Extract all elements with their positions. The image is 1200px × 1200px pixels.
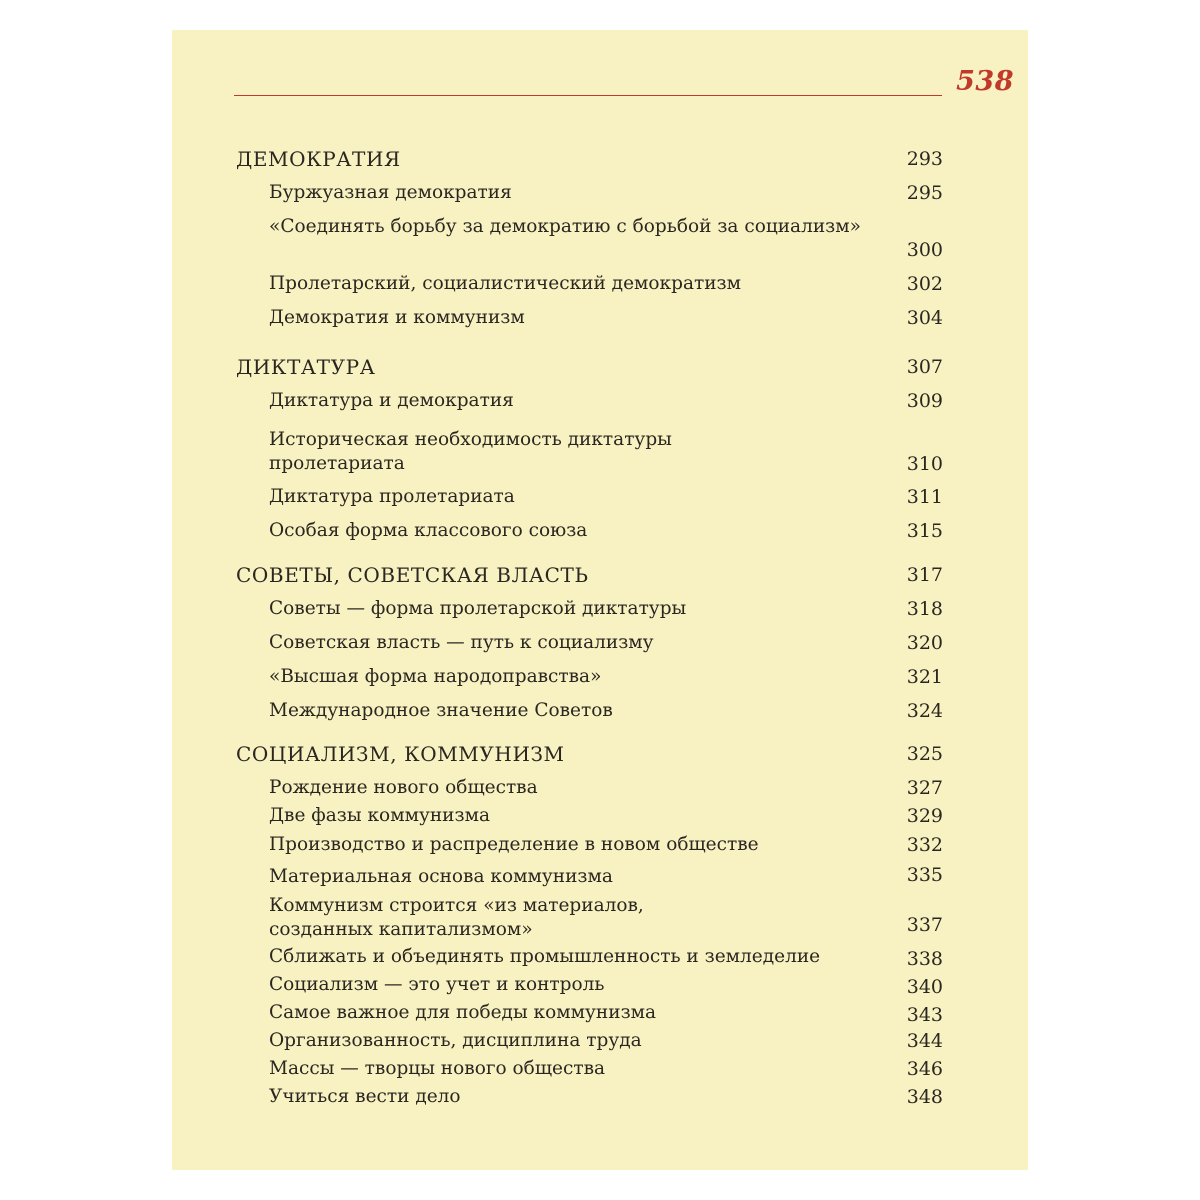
toc-entry: Массы — творцы нового общества [269,1058,606,1079]
section-page: 317 [906,564,943,586]
section-page: 325 [906,743,943,765]
toc-entry: Сближать и объединять промышленность и земледелие [269,946,821,967]
toc-entry-page: 318 [906,598,943,620]
toc-entry: Пролетарский, социалистический демократизм [269,273,742,294]
toc-entry-page: 327 [906,777,943,799]
toc-entry-page: 332 [906,834,943,856]
section-title-democracy: ДЕМОКРАТИЯ [236,147,401,171]
toc-entry: Самое важное для победы коммунизма [269,1002,657,1023]
toc-entry-page: 338 [906,948,943,970]
toc-entry-page: 335 [906,864,943,886]
toc-entry: Коммунизм строится «из материалов, созданных капитализмом» [269,895,644,940]
section-title-dictatorship: ДИКТАТУРА [236,355,376,379]
toc-entry: Социализм — это учет и контроль [269,974,605,995]
toc-entry-page: 304 [906,307,943,329]
section-page: 293 [906,148,943,170]
page-number: 538 [956,66,1014,97]
toc-entry: Особая форма классового союза [269,520,588,541]
toc-entry: Историческая необходимость диктатуры пролетариата [269,429,672,474]
toc-entry-page: 321 [906,666,943,688]
toc-entry: «Соединять борьбу за демократию с борьбой за социализм» [269,216,861,237]
toc-entry-page: 329 [906,805,943,827]
toc-entry-page: 337 [906,914,943,936]
toc-entry-page: 302 [906,273,943,295]
section-page: 307 [906,356,943,378]
toc-entry-page: 295 [906,182,943,204]
section-title-socialism: СОЦИАЛИЗМ, КОММУНИЗМ [236,742,565,766]
toc-entry-page: 343 [906,1004,943,1026]
toc-entry: Международное значение Советов [269,700,613,721]
toc-entry-page: 315 [906,520,943,542]
toc-entry: Рождение нового общества [269,777,538,798]
toc-entry-page: 346 [906,1058,943,1080]
section-title-soviets: СОВЕТЫ, СОВЕТСКАЯ ВЛАСТЬ [236,563,589,587]
toc-entry-page: 300 [906,239,943,261]
toc-entry-page: 311 [906,486,943,508]
toc-entry: Советская власть — путь к социализму [269,632,654,653]
toc-entry-page: 348 [906,1086,943,1108]
toc-entry: Организованность, дисциплина труда [269,1030,642,1051]
toc-entry: Две фазы коммунизма [269,805,491,826]
toc-entry: Советы — форма пролетарской диктатуры [269,598,687,619]
toc-entry: Демократия и коммунизм [269,307,525,328]
toc-entry: Учиться вести дело [269,1086,461,1107]
toc-entry: Диктатура пролетариата [269,486,515,507]
toc-entry-page: 324 [906,700,943,722]
toc-entry-page: 310 [906,453,943,475]
toc-entry: «Высшая форма народоправства» [269,666,602,687]
table-of-contents [172,30,1028,1170]
toc-entry: Буржуазная демократия [269,182,512,203]
toc-entry-page: 340 [906,976,943,998]
toc-entry: Диктатура и демократия [269,390,514,411]
toc-entry-page: 320 [906,632,943,654]
toc-entry: Производство и распределение в новом обществе [269,834,759,855]
toc-entry: Материальная основа коммунизма [269,866,613,887]
toc-entry-page: 344 [906,1030,943,1052]
book-page [172,30,1028,1170]
toc-entry-page: 309 [906,390,943,412]
